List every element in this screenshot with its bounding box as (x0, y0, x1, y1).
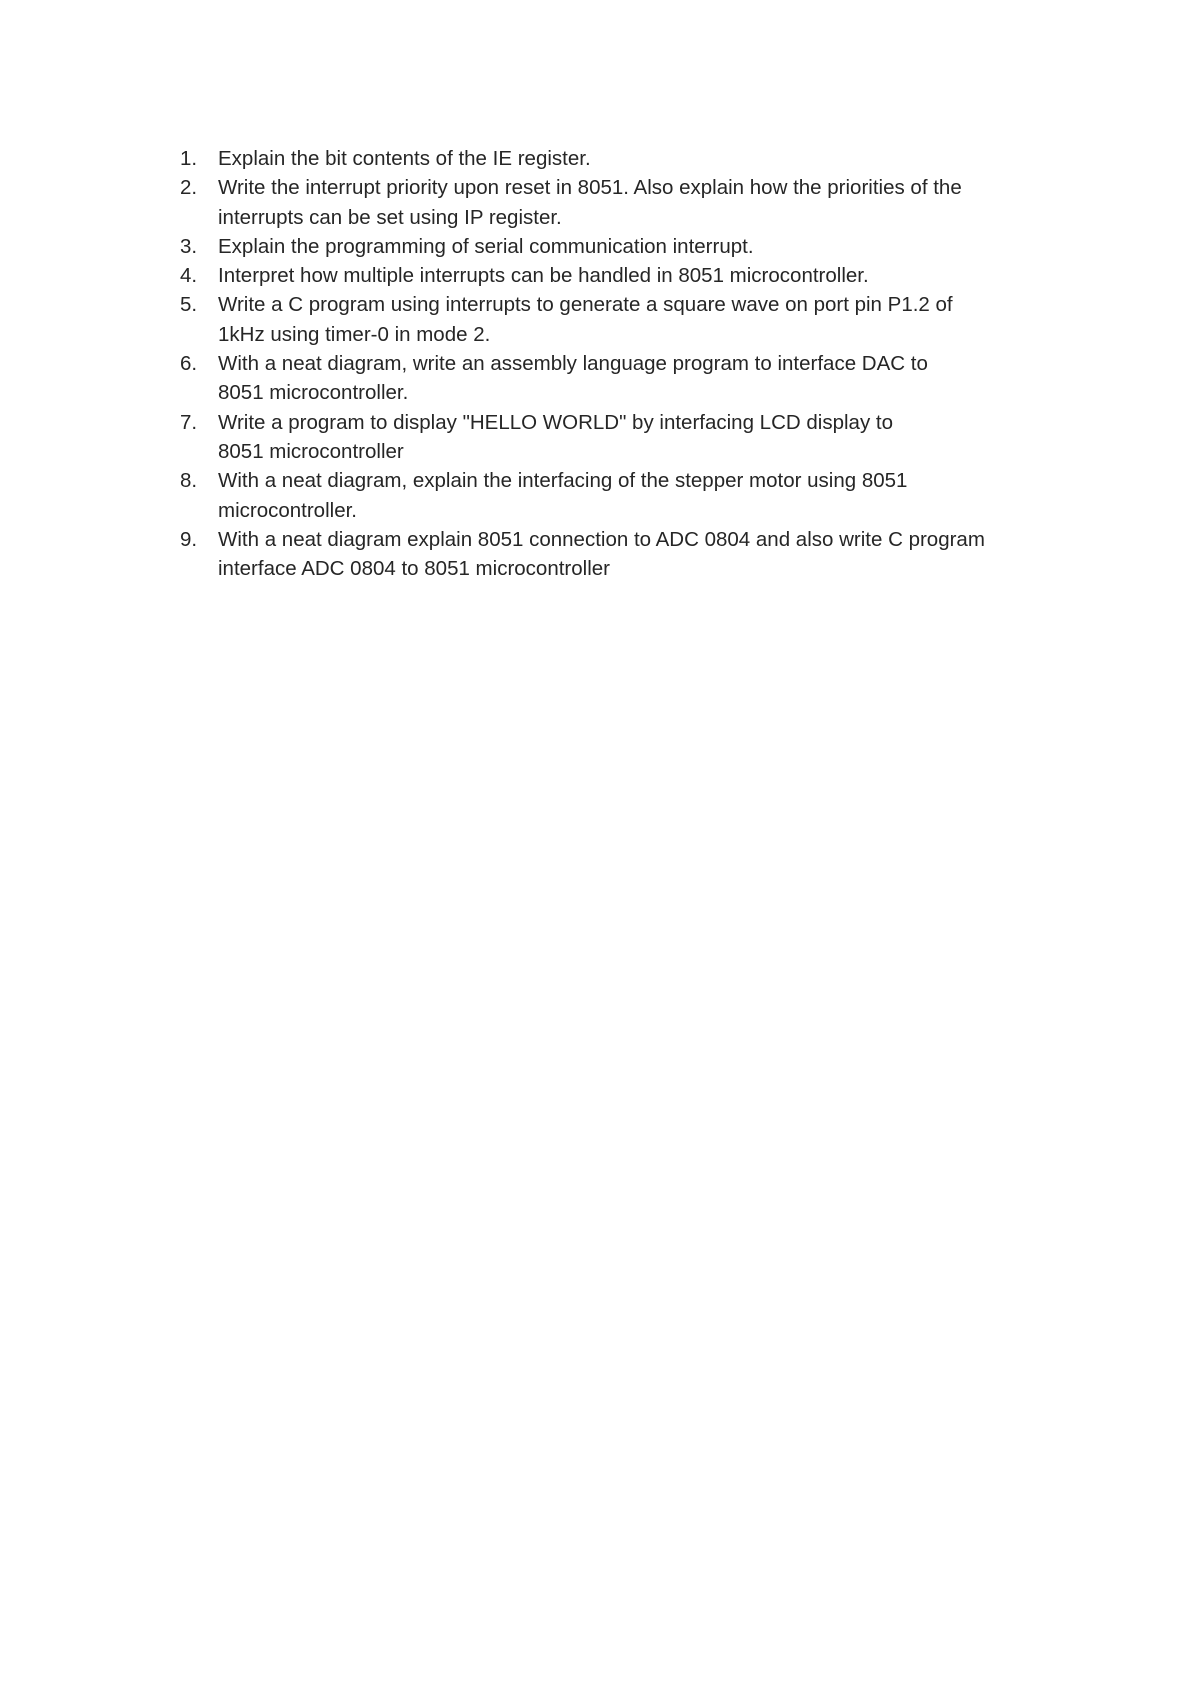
question-item (180, 173, 1060, 232)
question-item (180, 144, 1060, 173)
question-item (180, 290, 1060, 349)
question-item (180, 466, 1060, 525)
question-text: Write the interrupt priority upon reset in 8051. Also explain how the priorities of the interrupts can be set using IP register. (218, 176, 962, 229)
question-number: 6. (180, 352, 198, 376)
question-text: Explain the bit contents of the IE register. (218, 147, 591, 170)
question-number: 3. (180, 234, 198, 258)
question-number: 7. (180, 410, 198, 434)
question-item (180, 349, 1060, 408)
question-text: Write a C program using interrupts to generate a square wave on port pin P1.2 of 1kHz using timer-0 in mode 2. (218, 293, 953, 346)
question-number: 9. (180, 527, 198, 551)
question-item (180, 232, 1060, 261)
question-text: With a neat diagram, explain the interfacing of the stepper motor using 8051 microcontroller. (218, 469, 908, 522)
question-text: With a neat diagram explain 8051 connection to ADC 0804 and also write C program interface ADC 0804 to 8051 microcontroller (218, 527, 985, 581)
question-item (180, 408, 1060, 467)
question-number: 2. (180, 176, 198, 200)
question-number: 5. (180, 293, 198, 317)
question-number: 8. (180, 469, 198, 493)
question-item (180, 261, 1060, 290)
question-number: 1. (180, 147, 198, 170)
question-text: Write a program to display "HELLO WORLD" by interfacing LCD display to 8051 microcontroller (218, 410, 893, 463)
question-list (180, 144, 1060, 583)
question-item (180, 525, 1060, 584)
question-number: 4. (180, 264, 198, 288)
question-text: With a neat diagram, write an assembly language program to interface DAC to 8051 microcontroller. (218, 352, 928, 405)
question-text: Explain the programming of serial communication interrupt. (218, 234, 754, 258)
question-text: Interpret how multiple interrupts can be handled in 8051 microcontroller. (218, 264, 869, 288)
